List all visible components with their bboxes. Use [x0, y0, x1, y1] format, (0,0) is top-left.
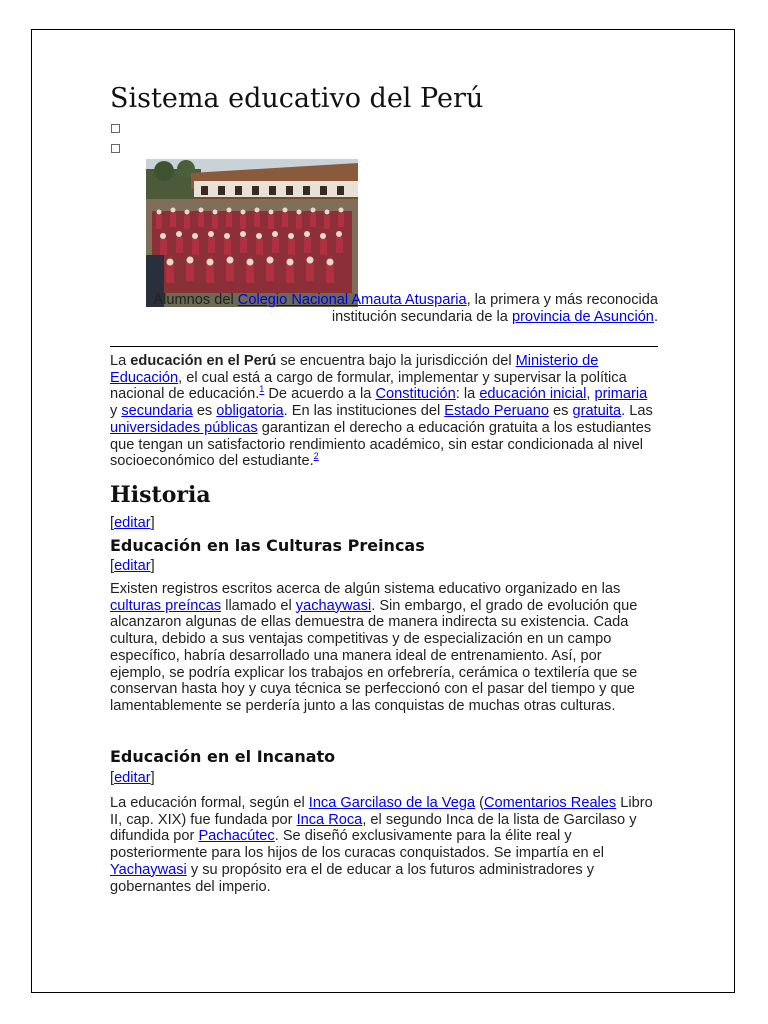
link-universidades-publicas[interactable]: universidades públicas	[110, 419, 258, 436]
bracket: ]	[150, 770, 155, 786]
text: La	[110, 353, 131, 369]
text: (	[475, 795, 484, 811]
text: es	[548, 403, 573, 420]
figure-caption	[110, 292, 658, 326]
reference-link[interactable]: 1	[259, 384, 265, 395]
intro-paragraph	[110, 353, 658, 470]
text: y su propósito era el de educar a los futuros administradores y gobernantes del imperio.	[110, 861, 595, 895]
caption-divider	[110, 346, 658, 347]
link-primaria[interactable]: primaria	[594, 386, 648, 403]
edit-section-preincas	[110, 558, 155, 574]
section-heading-incanato: Educación en el Incanato	[110, 747, 336, 766]
link-comentarios-reales[interactable]: Comentarios Reales	[484, 795, 617, 811]
link-yachaywasi[interactable]: yachaywasi	[295, 597, 372, 614]
text: garantizan el derecho a educación gratuita a los estudiantes que tengan un satisfactorio rendimiento académico, sin estar condicionada al nivel socioeconómico del estudiante.	[110, 419, 652, 470]
text: : la	[455, 386, 480, 403]
section-heading-historia: Historia	[110, 482, 211, 508]
link-colegio-amauta-atusparia[interactable]: Colegio Nacional Amauta Atusparia	[237, 292, 467, 308]
link-inca-roca[interactable]: Inca Roca	[296, 811, 363, 828]
link-secundaria[interactable]: secundaria	[121, 403, 193, 420]
text: es	[192, 403, 217, 420]
checkbox-icon[interactable]	[111, 124, 120, 133]
students-photo	[146, 159, 358, 307]
checkbox-icon[interactable]	[111, 144, 120, 153]
bold-term: educación en el Perú	[130, 353, 277, 369]
bracket: [	[110, 770, 115, 786]
link-yachaywasi-incanato[interactable]: Yachaywasi	[110, 861, 187, 878]
bracket: ]	[150, 558, 155, 574]
text: De acuerdo a la	[264, 386, 376, 403]
link-provincia-asuncion[interactable]: provincia de Asunción	[511, 309, 654, 325]
text: llamado el	[221, 597, 296, 614]
section-heading-preincas: Educación en las Culturas Preincas	[110, 536, 425, 555]
preincas-paragraph	[110, 581, 658, 715]
text: . Se diseñó exclusivamente para la élite real y posteriormente para los hijos de los curacas conquistados. Se impartía en el	[110, 828, 605, 862]
edit-link[interactable]: editar	[114, 558, 151, 574]
page-title: Sistema educativo del Perú	[110, 83, 484, 114]
link-obligatoria[interactable]: obligatoria	[216, 403, 284, 420]
caption-text: , la primera y más reconocida institución secundaria de la	[331, 292, 658, 325]
text: . En las instituciones del	[283, 403, 445, 420]
edit-section-incanato	[110, 770, 155, 786]
incanato-paragraph	[110, 795, 658, 895]
text: y	[110, 403, 122, 420]
text: . Sin embargo, el grado de evolución que alcanzaron algunas de ellas demuestra de manera indirecta su existencia. Cada cultura, debido a sus ventajas competitivas y de especialización en un campo específico, habría desarrollado una manera ideal de entrenamiento. Así, por ejemplo, se podría explicar los trabajos en orfebrería, cerámica o textilería que se conservan hasta hoy y cuya técnica se perfeccionó con el pasar del tiempo y que lamentablemente se perdería junto a las conquistas de muchas otras culturas.	[110, 597, 638, 714]
edit-section-historia	[110, 515, 155, 531]
bracket: [	[110, 515, 115, 531]
text: , el cual está a cargo de formular, implementar y supervisar la política nacional de educación.	[110, 369, 627, 403]
edit-link[interactable]: editar	[114, 515, 151, 531]
text: se encuentra bajo la jurisdicción del	[276, 353, 516, 369]
link-pachacutec[interactable]: Pachacútec	[198, 828, 275, 845]
text: Existen registros escritos acerca de algún sistema educativo organizado en las	[110, 581, 621, 597]
reference-2[interactable]	[314, 451, 319, 461]
link-ministerio-educacion[interactable]: Ministerio de Educación	[110, 353, 599, 386]
reference-link[interactable]: 2	[313, 451, 319, 462]
text: Libro II, cap. XIX) fue fundada por	[110, 795, 653, 828]
bracket: ]	[150, 515, 155, 531]
edit-link[interactable]: editar	[114, 770, 151, 786]
document-page	[31, 29, 735, 993]
link-educacion-inicial[interactable]: educación inicial	[479, 386, 587, 403]
link-constitucion[interactable]: Constitución	[375, 386, 456, 403]
link-gratuita[interactable]: gratuita	[572, 403, 622, 420]
text: ,	[586, 386, 595, 403]
bracket: [	[110, 558, 115, 574]
caption-text: .	[653, 309, 658, 325]
text: La educación formal, según el	[110, 795, 309, 811]
link-estado-peruano[interactable]: Estado Peruano	[444, 403, 549, 420]
link-inca-garcilaso[interactable]: Inca Garcilaso de la Vega	[308, 795, 476, 811]
link-culturas-preincas[interactable]: culturas preíncas	[110, 597, 222, 614]
caption-text: Alumnos del	[153, 292, 238, 308]
text: . Las	[621, 403, 653, 420]
text: , el segundo Inca de la lista de Garcilaso y difundida por	[110, 811, 637, 845]
